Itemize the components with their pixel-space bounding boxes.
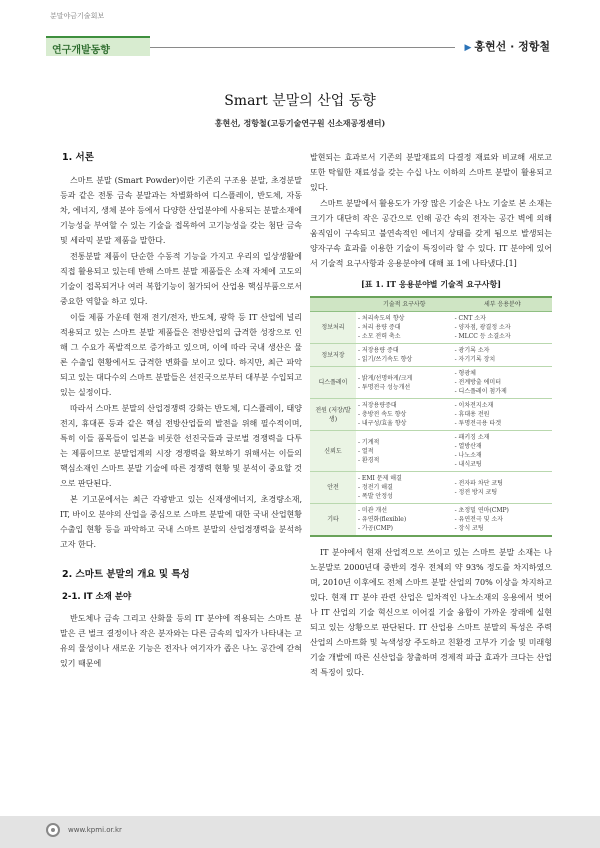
table-cell-line: - 정전기 해결 [358, 484, 393, 491]
table-cell-tech [356, 367, 453, 399]
table-cell-line: - 양자점, 광결정 소자 [454, 324, 511, 331]
table-row [310, 399, 552, 431]
table-cell-line: - 읽기/쓰기속도 향상 [358, 356, 413, 363]
table-cell-tech [356, 399, 453, 431]
authors-tag [464, 38, 550, 54]
table-cell-line: - 디스플레이 첨가제 [454, 388, 507, 395]
table-cell-line: - 저장용량 증대 [358, 347, 399, 354]
section-heading-overview: 2. 스마트 분말의 개요 및 특성 [62, 569, 190, 580]
right-column [310, 150, 552, 681]
table-cell-line: - 저장용량증대 [358, 402, 397, 409]
table-cell-line: - 투명전극용 타겟 [454, 420, 502, 427]
triangle-marker-icon: ▶ [464, 43, 472, 53]
table-cell-line: - 휴대용 전원 [454, 411, 490, 418]
authors-tag-text: 홍현선 · 정항철 [474, 40, 550, 53]
table-cell-line: - 전자파 차단 코팅 [454, 479, 503, 487]
table-cell-line: - 기계적 [358, 438, 380, 446]
table-header: 기술적 요구사항 [356, 297, 453, 312]
table-cell-line: - 가공(CMP) [358, 525, 393, 532]
paragraph: 본 기고문에서는 최근 각광받고 있는 신재생에너지, 초경량소재, IT, 바이오 분야의 산업을 중심으로 스마트 분말에 대한 국내 산업현황 수출입 현황 등을 파악하고 국내 스마트 분말의 산업경쟁력을 분석하고자 한다. [60, 495, 302, 549]
table-cell-line: - 충방전 속도 향상 [358, 411, 407, 418]
requirements-table [310, 296, 552, 537]
table-cell-line: - 밝게/선명하게/크게 [358, 374, 413, 382]
left-column [60, 150, 302, 672]
header-rule [150, 47, 455, 48]
table-cell-tech [356, 504, 453, 537]
section-heading-intro: 1. 서론 [62, 152, 94, 163]
table-cell-app [453, 399, 552, 431]
table-header: 세부 응용분야 [453, 297, 552, 312]
section-tab: 연구개발동향 [46, 36, 150, 56]
table-row [310, 312, 552, 344]
table-cell-line: - 내식코팅 [454, 461, 482, 468]
table-cell-category: 안전 [310, 472, 356, 504]
table-cell-line: - 자기기록 장치 [454, 356, 496, 363]
table-cell-category: 전원 (저장/발생) [310, 399, 356, 431]
footer-url: www.kpmi.or.kr [68, 826, 122, 834]
journal-name: 분말야금기술회보 [50, 12, 105, 20]
table-cell-tech [356, 312, 453, 344]
table-cell-app [453, 472, 552, 504]
table-cell-line: - 패키징 소재 [454, 434, 490, 441]
table-row [310, 504, 552, 537]
paragraph: 따라서 스마트 분말의 산업경쟁력 강화는 반도체, 디스플레이, 태양전지, 휴대폰 등과 같은 핵심 전방산업들의 발전을 위해 필수적이며, 특히 이들 품목들이 일본을 비롯한 선진국들과 글로벌 경쟁력을 다투는 제품이므로 분말업계의 시장 경쟁력을 확보하기 위해서는 이들의 핵심소재인 스마트 분말 기술에 따른 경쟁력 현황 및 분석이 중요할 것으로 판단된다. [60, 404, 302, 488]
subsection-heading-it: 2-1. IT 소재 분야 [62, 592, 132, 602]
table-cell-line: - 내구성/효율 향상 [358, 420, 407, 427]
table-cell-line: - 나노소재 [454, 452, 482, 459]
table-row [310, 367, 552, 399]
table-cell-tech [356, 344, 453, 367]
paragraph: 전통분말 제품이 단순한 수동적 기능을 가지고 우리의 일상생활에 직접 활용되고 있는데 반해 스마트 분말 제품들은 소재 자체에 고도의 기술이 접목되거나 여러 복합기능이 첨가되어 산업용 핵심부품으로서 중요한 역할을 하고 있다. [60, 252, 302, 306]
table-cell-app [453, 367, 552, 399]
table-header [310, 297, 356, 312]
paragraph: 반도체나 금속 그리고 산화물 등의 IT 분야에 적용되는 스마트 분말은 큰 벌크 결정이나 작은 분자와는 다른 금속의 입자가 나타내는 고유의 물성이나 새로운 기능은 전자나 여기자가 좁은 나노 공간에 갇혀 있기 때문에 [60, 614, 302, 668]
table-cell-app [453, 504, 552, 537]
table-cell-line: - MLCC 등 소결소자 [454, 333, 511, 340]
table-cell-line: - 열적 [358, 447, 374, 455]
table-cell-line: - 환경적 [358, 456, 380, 464]
article-byline: 홍현선, 정항철(고등기술연구원 신소재공정센터) [214, 118, 386, 128]
table-cell-line: - 소모 전력 축소 [358, 333, 401, 340]
logo-icon [46, 823, 60, 837]
table-cell-line: - 처리속도의 향상 [358, 315, 405, 322]
table-caption: [표 1. IT 응용분야별 기술적 요구사항] [360, 279, 501, 289]
table-cell-category: 디스플레이 [310, 367, 356, 399]
table-cell-line: - 투명전극 성능개선 [358, 383, 411, 391]
paragraph: 스마트 분말에서 활용도가 가장 많은 기술은 나노 기술로 본 소재는 크기가 대단히 작은 공간으로 인해 공간 속의 전자는 공간 벽에 의해 움직임이 구속되고 불연속적인 에너지 상태를 갖게 됨으로 발생되는 양자구속 효과를 이용한 기술이 특징이라 할 수 있다. IT 분야에 있어서 기술적 요구사항과 응용분야에 대해 표 1에 나타냈다.[1] [310, 199, 552, 268]
table-cell-line: - 장식 코팅 [454, 525, 484, 532]
table-cell-category: 정보처리 [310, 312, 356, 344]
table-row [310, 472, 552, 504]
table-cell-line: - CNT 소자 [454, 315, 486, 322]
table-cell-app [453, 344, 552, 367]
table-cell-line: - 형광체 [454, 370, 476, 377]
paragraph: IT 분야에서 현재 산업적으로 쓰이고 있는 스마트 분말 소재는 나노분말로 2000년대 중반의 경우 전체의 약 93% 정도를 차지하였으며, 2010년 이후에도 전체 스마트 분말 산업의 70% 이상을 차지하고 있다. 현재 IT 분야 관련 산업은 일차적인 나노소재의 응용에서 벗어나 IT 산업의 기술 혁신으로 이어질 기술 융합이 가까운 장래에 실현되고 있는 상황으로 판단된다. IT 산업용 스마트 분말의 특성은 주력 산업의 스마트화 및 녹색성장 주도하고 친환경 고부가 기술 및 미래형 기술 개발에 따른 신산업을 창출하며 경제적 파급 효과가 크다는 산업적 특징이 있다. [310, 548, 552, 677]
table-cell-line: - 폭발 안정성 [358, 493, 393, 500]
table-cell-line: - 초정밀 연마(CMP) [454, 507, 509, 514]
table-cell-line: - 광기록 소자 [454, 347, 490, 354]
table-cell-category: 신뢰도 [310, 431, 356, 472]
table-cell-category: 기타 [310, 504, 356, 537]
paragraph: 스마트 분말 (Smart Powder)이란 기존의 구조용 분말, 초경분말 등과 같은 전통 금속 분말과는 차별화하여 디스플레이, 반도체, 자동차, 에너지, 생체 분야 등에서 다양한 산업분야에 사용되는 분말소재에 기능성을 부여할 수 있는 기술을 접목하여 고기능성을 갖는 첨단 금속 및 세라믹 분말 제품을 말한다. [60, 176, 302, 245]
table-cell-line: - 유연화(flexible) [358, 516, 407, 523]
table-cell-line: - EMI 문제 해결 [358, 475, 402, 482]
table-cell-line: - 정전 방지 코팅 [454, 488, 498, 496]
table-cell-line: - 처리 용량 증대 [358, 324, 401, 331]
paragraph: 발현되는 효과로서 기존의 분말재료의 다결정 재료와 비교해 새로고 또한 탁월한 재료성을 갖는 수십 나노 이하의 스마트 분말이 활용되고 있다. [310, 153, 552, 192]
paragraph: 이들 제품 가운데 현재 전기/전자, 반도체, 광학 등 IT 산업에 널리 적용되고 있는 스마트 분말 제품들은 전방산업의 급격한 성장으로 인해 그 수요가 폭발적으로 증가하고 있으며, 이에 따라 국내 생산은 물론 수출입 현황에서도 급격한 변화를 보이고 있다. 하지만, 최근 파악되고 있는 대다수의 스마트 분말들은 선진국으로부터 대부분 수입되고 있는 실정이다. [60, 313, 302, 397]
table-cell-line: - 전계방출 에미터 [454, 379, 502, 386]
table-row [310, 431, 552, 472]
table-cell-app [453, 312, 552, 344]
article-title: Smart 분말의 산업 동향 [224, 93, 376, 109]
table-cell-line: - 이차전지소재 [454, 402, 494, 409]
table-cell-tech [356, 431, 453, 472]
table-cell-category: 정보저장 [310, 344, 356, 367]
table-row [310, 344, 552, 367]
table-cell-tech [356, 472, 453, 504]
table-cell-line: - 열방산재 [454, 443, 482, 450]
table-cell-line: - 미관 개선 [358, 507, 388, 514]
table-cell-app [453, 431, 552, 472]
table-cell-line: - 유연전극 및 소자 [454, 516, 503, 523]
